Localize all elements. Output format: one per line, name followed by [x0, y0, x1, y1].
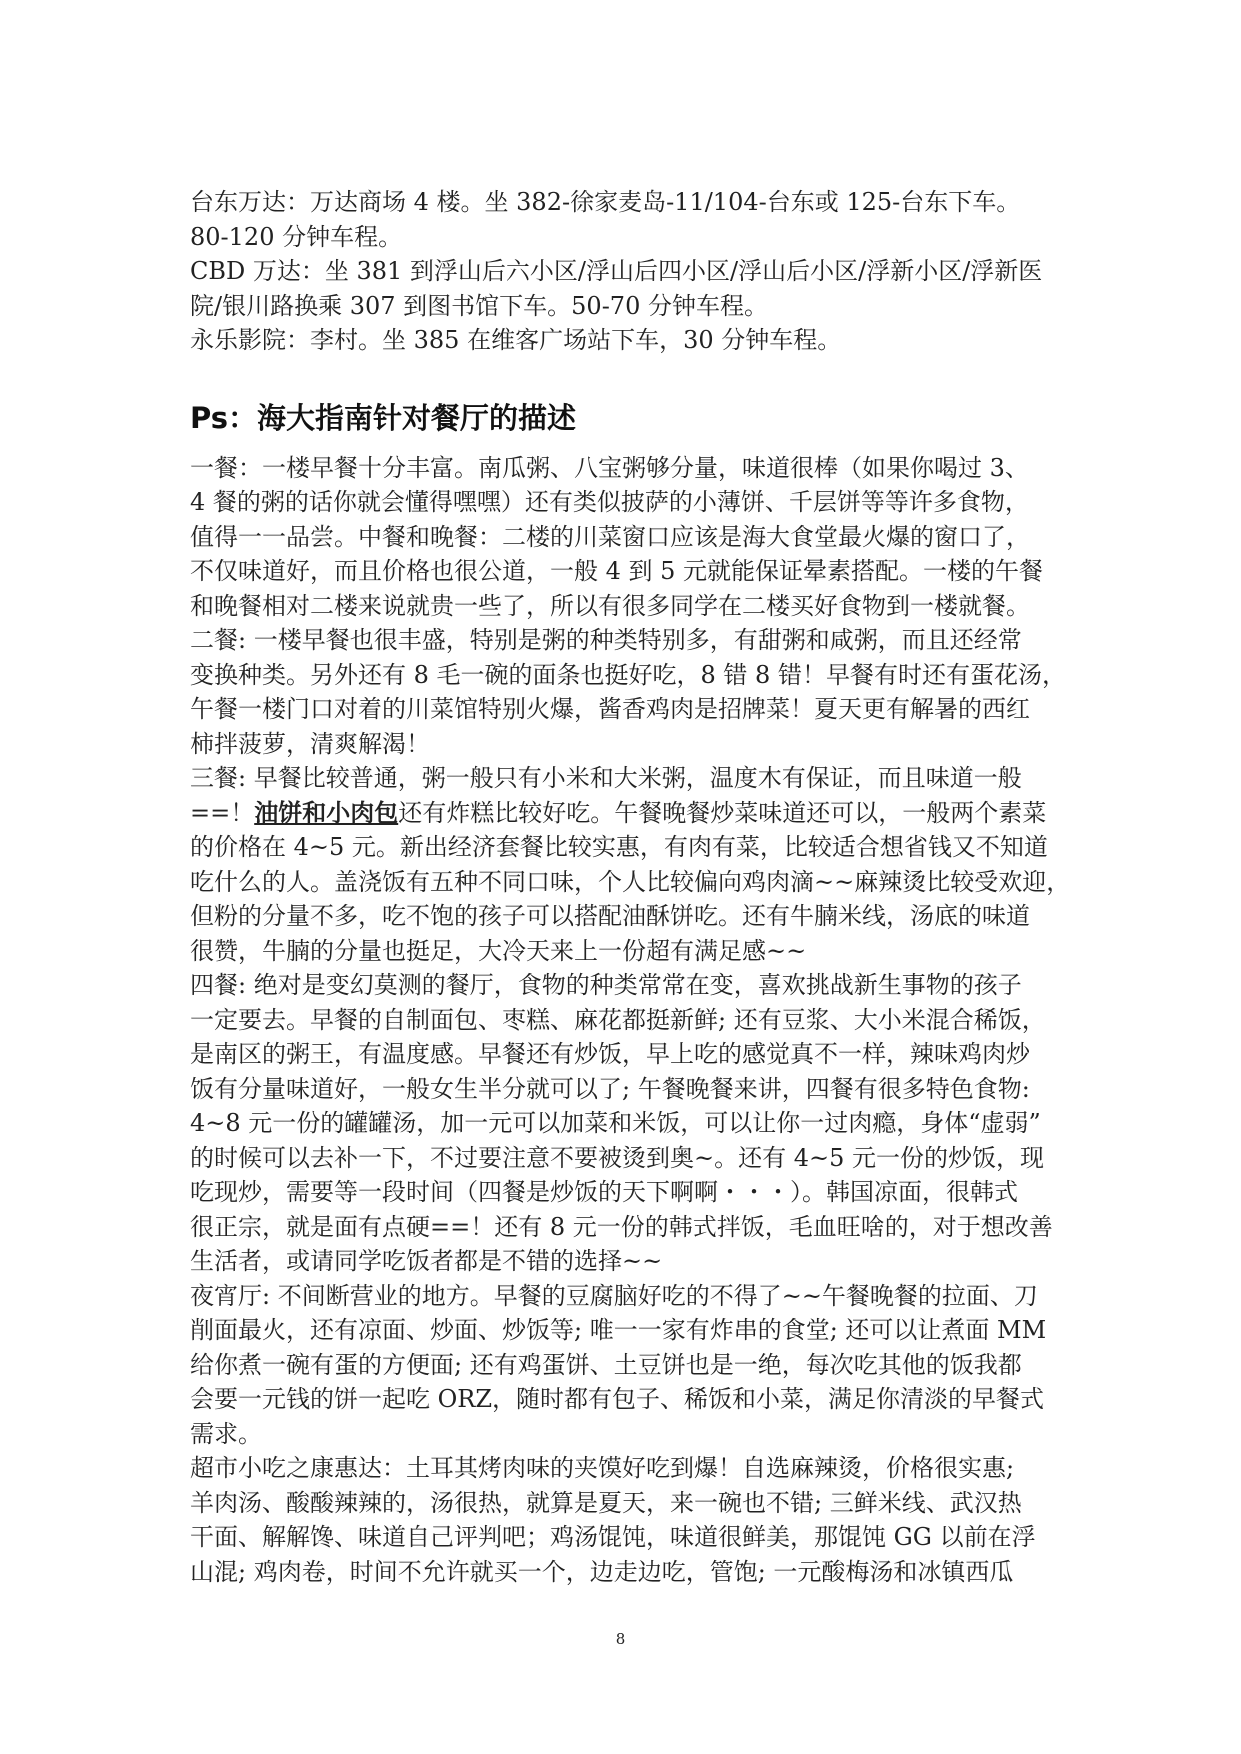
body-line: 柿拌菠萝，清爽解渴！ — [190, 729, 430, 758]
body-line: 生活者，或请同学吃饭者都是不错的选择~~ — [190, 1247, 663, 1275]
body-line: 4 餐的粥的话你就会懂得嘿嘿）还有类似披萨的小薄饼、千层饼等等许多食物， — [190, 488, 1029, 516]
body-line: 饭有分量味道好，一般女生半分就可以了; 午餐晚餐来讲，四餐有很多特色食物: — [190, 1074, 1030, 1103]
section-heading: Ps：海大指南针对餐厅的描述 — [190, 400, 577, 435]
canteen-description — [190, 451, 1071, 1590]
body-line: 山混; 鸡肉卷，时间不允许就买一个，边走边吃，管饱; 一元酸梅汤和冰镇西瓜 — [190, 1557, 1014, 1586]
body-line: 但粉的分量不多，吃不饱的孩子可以搭配油酥饼吃。还有牛腩米线，汤底的味道 — [190, 902, 1030, 930]
body-line: 给你煮一碗有蛋的方便面; 还有鸡蛋饼、土豆饼也是一绝，每次吃其他的饭我都 — [190, 1350, 1022, 1379]
body-line: 干面、解解馋、味道自己评判吧；鸡汤馄饨，味道很鲜美，那馄饨 GG 以前在浮 — [190, 1523, 1036, 1551]
body-line: 二餐: 一楼早餐也很丰盛，特别是粥的种类特别多，有甜粥和咸粥，而且还经常 — [190, 626, 1022, 654]
body-line: 变换种类。另外还有 8 毛一碗的面条也挺好吃，8 错 8 错！早餐有时还有蛋花汤， — [190, 660, 1066, 689]
transport-line: 台东万达：万达商场 4 楼。坐 382-徐家麦岛-11/104-台东或 125-台东下车。 — [190, 188, 1021, 216]
body-line: 午餐一楼门口对着的川菜馆特别火爆，酱香鸡肉是招牌菜！夏天更有解暑的西红 — [190, 695, 1030, 723]
body-line: 和晚餐相对二楼来说就贵一些了，所以有很多同学在二楼买好食物到一楼就餐。 — [190, 591, 1030, 620]
body-line: 一餐：一楼早餐十分丰富。南瓜粥、八宝粥够分量，味道很棒（如果你喝过 3、 — [190, 453, 1029, 482]
section-spacer — [190, 358, 1060, 398]
body-line: 一定要去。早餐的自制面包、枣糕、麻花都挺新鲜; 还有豆浆、大小米混合稀饭， — [190, 1005, 1046, 1034]
page-number: 8 — [615, 1630, 626, 1648]
body-line: 很正宗，就是面有点硬==！还有 8 元一份的韩式拌饭，毛血旺啥的，对于想改善 — [190, 1212, 1053, 1241]
body-line: 会要一元钱的饼一起吃 ORZ，随时都有包子、稀饭和小菜，满足你清淡的早餐式 — [190, 1385, 1045, 1413]
body-line: 吃现炒，需要等一段时间（四餐是炒饭的天下啊啊・・・）。韩国凉面，很韩式 — [190, 1178, 1018, 1206]
transport-line: 永乐影院：李村。坐 385 在维客广场站下车，30 分钟车程。 — [190, 326, 842, 354]
body-line: 削面最火，还有凉面、炒面、炒饭等; 唯一一家有炸串的食堂; 还可以让煮面 MM — [190, 1316, 1047, 1344]
body-line: 是南区的粥王，有温度感。早餐还有炒饭，早上吃的感觉真不一样，辣味鸡肉炒 — [190, 1040, 1030, 1068]
transport-section — [190, 185, 1060, 358]
transport-line: 80-120 分钟车程。 — [190, 222, 403, 251]
body-line: 不仅味道好，而且价格也很公道，一般 4 到 5 元就能保证晕素搭配。一楼的午餐 — [190, 557, 1044, 585]
body-line: 超市小吃之康惠达：土耳其烤肉味的夹馍好吃到爆！自选麻辣烫，价格很实惠; — [190, 1454, 1015, 1482]
body-line: 的时候可以去补一下，不过要注意不要被烫到奥~。还有 4~5 元一份的炒饭，现 — [190, 1143, 1045, 1172]
body-line: 三餐: 早餐比较普通，粥一般只有小米和大米粥，温度木有保证，而且味道一般 — [190, 764, 1022, 792]
transport-line: 院/银川路换乘 307 到图书馆下车。50-70 分钟车程。 — [190, 291, 768, 320]
body-line: 夜宵厅: 不间断营业的地方。早餐的豆腐脑好吃的不得了~~午餐晚餐的拉面、刀 — [190, 1281, 1038, 1310]
highlighted-text: 油饼和小肉包 — [254, 798, 399, 827]
body-line: 的价格在 4~5 元。新出经济套餐比较实惠，有肉有菜，比较适合想省钱又不知道 — [190, 833, 1048, 861]
body-line: 值得一一品尝。中餐和晚餐：二楼的川菜窗口应该是海大食堂最火爆的窗口了， — [190, 522, 1030, 551]
body-line: 很赞，牛腩的分量也挺足，大冷天来上一份超有满足感~~ — [190, 936, 807, 965]
highlight-suffix: 还有炸糕比较好吃。午餐晚餐炒菜味道还可以，一般两个素菜 — [398, 798, 1047, 827]
transport-line: CBD 万达：坐 381 到浮山后六小区/浮山后四小区/浮山后小区/浮新小区/浮新医 — [190, 257, 1043, 285]
body-line: 四餐: 绝对是变幻莫测的餐厅，食物的种类常常在变，喜欢挑战新生事物的孩子 — [190, 971, 1022, 999]
highlight-prefix: ==！ — [190, 798, 255, 827]
document-page — [190, 185, 1071, 1589]
body-line: 吃什么的人。盖浇饭有五种不同口味，个人比较偏向鸡肉滴~~麻辣烫比较受欢迎， — [190, 867, 1071, 896]
body-line-with-highlight — [190, 796, 1060, 831]
body-line: 需求。 — [190, 1419, 262, 1448]
body-line: 4~8 元一份的罐罐汤，加一元可以加菜和米饭，可以让你一过肉瘾，身体“虚弱” — [190, 1109, 1041, 1137]
body-line: 羊肉汤、酸酸辣辣的，汤很热，就算是夏天，来一碗也不错; 三鲜米线、武汉热 — [190, 1488, 1022, 1517]
